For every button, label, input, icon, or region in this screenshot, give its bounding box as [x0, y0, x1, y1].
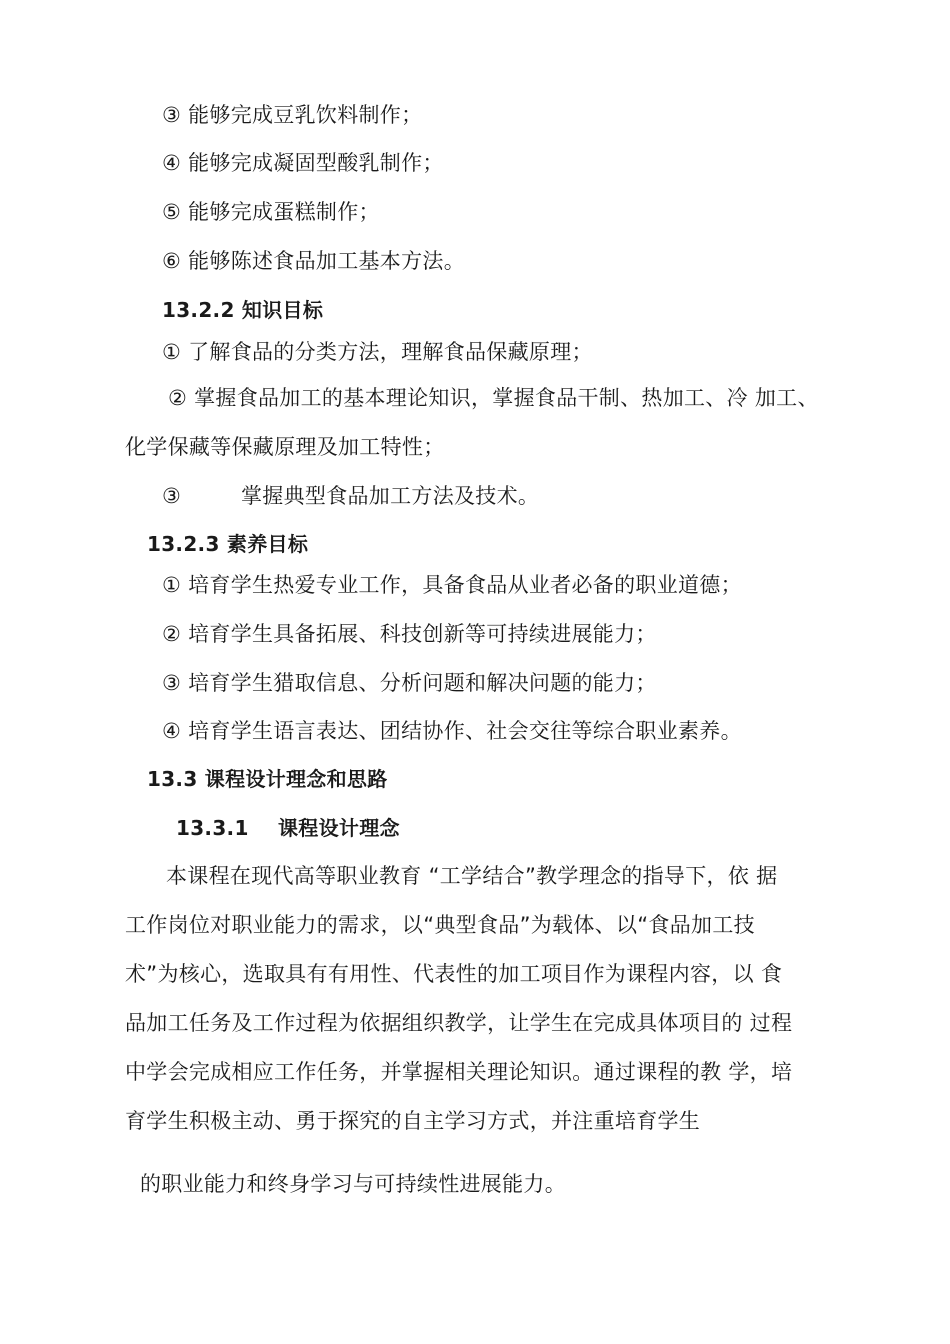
design-paragraph-line: 品加工任务及工作过程为依据组织教学，让学生在完成具体项目的 过程 [125, 1011, 793, 1035]
design-subheading-number: 13.3.1 [176, 816, 249, 840]
design-paragraph-line: 中学会完成相应工作任务，并掌握相关理论知识。通过课程的教 学，培 [125, 1060, 793, 1084]
design-paragraph-line: 术”为核心，选取具有有用性、代表性的加工项目作为课程内容，以 食 [125, 962, 783, 986]
quality-item-4: ④ 培育学生语言表达、团结协作、社会交往等综合职业素养。 [162, 719, 742, 743]
knowledge-item-3-text: 掌握典型食品加工方法及技术。 [241, 484, 540, 508]
design-heading: 13.3 课程设计理念和思路 [147, 767, 388, 791]
ability-item-5: ⑤ 能够完成蛋糕制作； [162, 200, 380, 224]
design-subheading-title: 课程设计理念 [278, 816, 400, 840]
design-paragraph-line: 育学生积极主动、勇于探究的自主学习方式，并注重培育学生 [125, 1109, 701, 1133]
knowledge-item-2-line-1: ② 掌握食品加工的基本理论知识，掌握食品干制、热加工、冷 加工、 [168, 386, 819, 410]
design-paragraph-line: 工作岗位对职业能力的需求，以“典型食品”为载体、以“食品加工技 [125, 913, 755, 937]
quality-item-1: ① 培育学生热爱专业工作，具备食品从业者必备的职业道德； [162, 573, 742, 597]
knowledge-item-1: ① 了解食品的分类方法，理解食品保藏原理； [162, 340, 593, 364]
knowledge-item-3-number: ③ [162, 484, 182, 508]
ability-item-6: ⑥ 能够陈述食品加工基本方法。 [162, 249, 466, 273]
ability-item-3: ③ 能够完成豆乳饮料制作； [162, 103, 423, 127]
design-paragraph-line: 本课程在现代高等职业教育 “工学结合”教学理念的指导下，依 据 [166, 864, 778, 888]
quality-item-3: ③ 培育学生猎取信息、分析问题和解决问题的能力； [162, 671, 657, 695]
ability-item-4: ④ 能够完成凝固型酸乳制作； [162, 151, 444, 175]
quality-heading: 13.2.3 素养目标 [147, 532, 309, 556]
design-paragraph-line: 的职业能力和终身学习与可持续性进展能力。 [140, 1172, 566, 1196]
knowledge-item-2-line-2: 化学保藏等保藏原理及加工特性； [125, 435, 445, 459]
quality-item-2: ② 培育学生具备拓展、科技创新等可持续进展能力； [162, 622, 657, 646]
knowledge-heading: 13.2.2 知识目标 [162, 298, 324, 322]
